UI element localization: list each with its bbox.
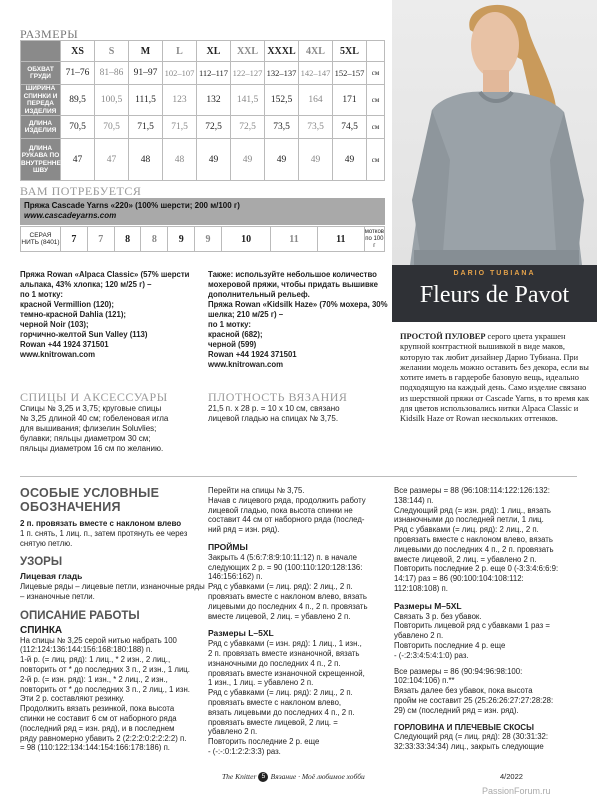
text-line: темно-красной Dahlia (121); [20, 310, 127, 319]
yarn-cascade-url[interactable]: www.cascadeyarns.com [24, 211, 117, 220]
size-cell: 142–147 [299, 62, 333, 85]
text-line: вместе лицевой, 2 лиц. = убавлено 2 п. [208, 611, 351, 621]
skein-cell: 11 [317, 227, 364, 252]
special-desc: 1 п. снять, 1 лиц. п., затем протянуть ее через снятую петлю. [20, 528, 188, 548]
size-cell: 71,5 [129, 116, 163, 139]
size-cell: 49 [265, 139, 299, 181]
text-line: 29) см (последний ряд = изн. ряд). [394, 705, 519, 715]
text-line: Также: используйте небольшое количество [208, 270, 377, 279]
text-line: красной Vermillion (120); [20, 300, 114, 309]
text-line: Все размеры = 86 (90:94:96:98:100: [394, 666, 523, 676]
intro-bold: ПРОСТОЙ ПУЛОВЕР [400, 332, 486, 341]
gauge-text [208, 404, 388, 424]
sizes-table [20, 40, 385, 181]
text-line: составит 44 см от наборного ряда (послед- [208, 515, 365, 525]
model-photo [392, 0, 597, 265]
size-header: XXL [231, 41, 265, 62]
size-row-label: ОБХВАТ ГРУДИ [21, 62, 61, 85]
size-row-label: ШИРИНА СПИНКИ И ПЕРЕДА ИЗДЕЛИЯ [21, 85, 61, 116]
text-line: ряду равномерно убавить 2 (2:2:2:0:2:2:2:2) п. [20, 733, 187, 743]
special-item: 2 п. провязать вместе с наклоном влево [20, 519, 182, 528]
column-2 [208, 486, 388, 757]
size-header: S [95, 41, 129, 62]
text-line: спинки не составит 6 см от наборного ряда [20, 713, 177, 723]
size-header: 5XL [333, 41, 367, 62]
size-cell: 71,5 [163, 116, 197, 139]
text-line: вместе лицевой, 2 лиц. = убавлено 2 п. [394, 554, 537, 564]
text-line: 146:156:162) п. [208, 572, 263, 582]
text-line: убавлено 2 п. [394, 631, 444, 641]
magazine-name: The Knitter [222, 772, 257, 781]
size-cell: 89,5 [61, 85, 95, 116]
size-cell: 73,5 [265, 116, 299, 139]
text-line: Все размеры = 88 (96:108:114:122:126:132: [394, 486, 550, 495]
size-cell: 70,5 [61, 116, 95, 139]
page-number: 5 [258, 772, 268, 782]
skeins-unit: мотков по 100 г [364, 227, 384, 252]
size-header: XXXL [265, 41, 299, 62]
size-cell: 70,5 [95, 116, 129, 139]
yarn-color-label: СЕРАЯ НИТЬ (8401) [21, 227, 61, 252]
size-cell: 72,5 [231, 116, 265, 139]
issue-number: 4/2022 [500, 772, 523, 781]
text-line: (последний ряд = изн. ряд), и в последнем [20, 723, 175, 733]
skein-cell: 10 [221, 227, 270, 252]
size-cell: 48 [163, 139, 197, 181]
text-line: пяльцы диаметром 16 см по желанию. [20, 444, 164, 453]
magazine-tagline: Вязание · Моё любимое хобби [270, 772, 365, 781]
text-line: изнаночными до последних 4 п., 2 п. [208, 658, 341, 668]
text-line: 138:144) п. [394, 495, 434, 505]
text-line: лицевыми до последних 4 п., 2 п. провязать [394, 544, 554, 554]
size-header: XL [197, 41, 231, 62]
size-unit: см [367, 139, 385, 181]
text-line: № 3,25 длиной 40 см; гобеленовая игла [20, 414, 169, 423]
size-cell: 47 [61, 139, 95, 181]
neck-instructions [394, 732, 584, 752]
size-cell: 49 [333, 139, 367, 181]
size-cell: 81–86 [95, 62, 129, 85]
text-line: провязать вместе с наклоном влево, вязать [394, 534, 553, 544]
skein-cell: 7 [61, 227, 88, 252]
text-line: провязать вместе с наклоном влево, вязать [208, 591, 367, 601]
text-line: ний ряд = изн. ряд). [208, 525, 280, 535]
text-line: Ряд с убавками (= изн. ряд): 1 лиц., 1 изн., [208, 639, 362, 649]
text-line: Следующий ряд (= лиц. ряд): 28 (30:31:32: [394, 732, 549, 742]
text-line: Пряжа Rowan «Alpaca Classic» (57% шерсти [20, 270, 190, 279]
size-row-label: ДЛИНА РУКАВА ПО ВНУТРЕННЕМУ ШВУ [21, 139, 61, 181]
text-line: шелка; 210 м/25 г) – [208, 310, 284, 319]
text-line: лицевой гладью на спицах № 3,75. [208, 414, 339, 423]
text-line: 1-й р. (= лиц. ряд): 1 лиц., * 2 изн., 2 лиц., [20, 655, 171, 665]
text-line: (112:124:136:144:156:168:180:188) п. [20, 645, 153, 655]
skeins-table [20, 226, 385, 252]
size-header: L [163, 41, 197, 62]
text-line: мохеровой пряжи, чтобы придать вышивке [208, 280, 378, 289]
pattern-title: Fleurs de Pavot [419, 282, 570, 308]
size-cell: 171 [333, 85, 367, 116]
text-line: Rowan +44 1924 371501 [20, 340, 109, 349]
text-line: Следующий ряд (= изн. ряд): 1 лиц., вязать [394, 505, 551, 515]
hero-banner [392, 265, 597, 322]
size-cell: 141,5 [231, 85, 265, 116]
text-line: черной (599) [208, 340, 257, 349]
text-line: дополнительный рельеф. [208, 290, 310, 299]
neck-title: ГОРЛОВИНА И ПЛЕЧЕВЫЕ СКОСЫ [394, 722, 534, 732]
needles-title: СПИЦЫ И АКСЕССУАРЫ [20, 390, 168, 404]
text-line: 14:17) раз = 86 (90:100:104:108:112: [394, 574, 524, 584]
size-header: 4XL [299, 41, 333, 62]
m5xl-title: Размеры M–5XL [394, 600, 462, 611]
text-line: 2 п. провязать вместе изнаночной, вязать [208, 648, 360, 658]
text-line: Ряд с убавками (= лиц. ряд): 2 лиц., 2 п. [208, 688, 353, 698]
size-cell: 132 [197, 85, 231, 116]
l5xl-title: Размеры L–5XL [208, 628, 274, 639]
text-line: 21,5 п. х 28 р. = 10 х 10 см, связано [208, 404, 340, 413]
text-line: повторить от * до последних 3 п., 2 изн., 1 лиц. [20, 664, 190, 674]
size-corner [21, 41, 61, 62]
size-cell: 111,5 [129, 85, 163, 116]
size-cell: 152,5 [265, 85, 299, 116]
text-line: Спицы № 3,25 и 3,75; круговые спицы [20, 404, 162, 413]
l5xl-instructions [208, 639, 388, 757]
skein-cell: 9 [195, 227, 222, 252]
sizes-title: РАЗМЕРЫ [20, 27, 79, 41]
text-line: провязать вместе изнаночной скрещенной, [208, 668, 365, 678]
text-line: лицевыми до последних 4 п., 2 п. провязать [208, 601, 368, 611]
armhole-instructions [208, 553, 388, 622]
text-line: по 1 мотку: [208, 320, 251, 329]
materials-title: ВАМ ПОТРЕБУЕТСЯ [20, 184, 142, 198]
text-line: красной (682); [208, 330, 263, 339]
text-line: для вышивания; флизелин Soluvlies; [20, 424, 157, 433]
text-line: Перейти на спицы № 3,75. [208, 486, 305, 495]
col3-instructions-a [394, 486, 584, 594]
size-unit-corner [367, 41, 385, 62]
text-line: альпака, 43% хлопка; 120 м/25 г) – [20, 280, 152, 289]
col2-intro [208, 486, 388, 535]
patterns-title: УЗОРЫ [20, 556, 63, 569]
special-title: ОСОБЫЕ УСЛОВНЫЕ ОБОЗНАЧЕНИЯ [20, 486, 160, 514]
text-line: На спицы № 3,25 серой нитью набрать 100 [20, 635, 177, 645]
size-header: M [129, 41, 163, 62]
text-line: Пряжа Rowan «Kidsilk Haze» (70% мохера, 30% [208, 300, 388, 309]
skein-cell: 11 [271, 227, 318, 252]
text-line: 1 изн., 1 лиц. = убавлено 2 п. [208, 678, 314, 688]
size-cell: 49 [299, 139, 333, 181]
text-line: Продолжить вязать резинкой, пока высота [20, 704, 175, 714]
text-line: по 1 мотку: [20, 290, 63, 299]
yarn-cascade-bar [20, 198, 385, 225]
skein-cell: 9 [168, 227, 195, 252]
text-line: Вязать далее без убавок, пока высота [394, 686, 533, 696]
text-line: черной Noir (103); [20, 320, 89, 329]
size-cell: 71–76 [61, 62, 95, 85]
text-line: 102:104:106) п.** [394, 676, 455, 686]
text-line: вязать лицевыми до последних 4 п., 2 п. [208, 707, 355, 717]
text-line: Закрыть 4 (5:6:7:8:9:10:11:12) п. в начале [208, 552, 357, 562]
text-line: булавки; пяльцы диаметром 30 см; [20, 434, 151, 443]
text-line: www.knitrowan.com [20, 350, 96, 359]
text-line: = 98 (110:122:134:144:154:166:178:186) п. [20, 743, 170, 753]
text-line: - (-:-:0:1:2:2:3:3) раз. [208, 746, 281, 756]
footer-magazine [222, 772, 365, 782]
skein-cell: 7 [87, 227, 114, 252]
skein-cell: 8 [114, 227, 141, 252]
text-line: 112:108:108) п. [394, 583, 448, 593]
column-1 [20, 486, 205, 753]
text-line: лицевой гладью, пока высота спинки не [208, 505, 353, 515]
rowan-kidsilk-block [208, 270, 388, 370]
text-line: Связать 3 р. без убавок. [394, 611, 482, 621]
text-line: Эти 2 р. составляют резинку. [20, 694, 125, 704]
size-cell: 72,5 [197, 116, 231, 139]
size-unit: см [367, 62, 385, 85]
text-line: пройм не составит 25 (25:26:26:27:27:28:28: [394, 695, 554, 705]
section-divider [20, 476, 577, 477]
pattern-desc: Лицевые ряды – лицевые петли, изнаночные ряды – изнаночные петли. [20, 582, 205, 601]
text-line: Rowan +44 1924 371501 [208, 350, 297, 359]
text-line: 2-й р. (= изн. ряд): 1 изн., * 2 лиц., 2 изн., [20, 674, 168, 684]
text-line: www.knitrowan.com [208, 360, 284, 369]
size-cell: 47 [95, 139, 129, 181]
text-line: - (-:2:3:4:5:4:1:0) раз. [394, 650, 469, 660]
back-title: СПИНКА [20, 624, 63, 636]
size-row-label: ДЛИНА ИЗДЕЛИЯ [21, 116, 61, 139]
text-line: изнаночными до последней петли, 1 лиц. [394, 515, 544, 525]
size-cell: 91–97 [129, 62, 163, 85]
size-unit: см [367, 85, 385, 116]
text-line: убавлено 2 п. [208, 727, 258, 737]
text-line: повторить от * до последних 3 п., 2 лиц., 1 изн. [20, 684, 190, 694]
text-line: провязать вместе с наклоном влево, [208, 697, 342, 707]
needles-text [20, 404, 205, 454]
text-line: следующих 2 р. = 90 (100:110:120:128:136: [208, 562, 363, 572]
text-line: горчично-желтой Sun Valley (113) [20, 330, 148, 339]
text-line: Начав с лицевого ряда, продолжить работу [208, 495, 366, 505]
size-cell: 132–137 [265, 62, 299, 85]
size-header: XS [61, 41, 95, 62]
rowan-alpaca-block [20, 270, 205, 360]
size-cell: 122–127 [231, 62, 265, 85]
model-illustration [392, 0, 597, 265]
size-cell: 73,5 [299, 116, 333, 139]
m5xl-instructions [394, 612, 584, 716]
size-cell: 123 [163, 85, 197, 116]
gauge-title: ПЛОТНОСТЬ ВЯЗАНИЯ [208, 390, 348, 404]
size-cell: 74,5 [333, 116, 367, 139]
size-cell: 100,5 [95, 85, 129, 116]
skein-cell: 8 [141, 227, 168, 252]
text-line: Ряд с убавками (= лиц. ряд): 2 лиц., 2 п. [394, 525, 539, 535]
text-line: Повторить последние 2 р. еще [208, 737, 320, 747]
size-cell: 102–107 [163, 62, 197, 85]
intro-body: серого цвета украшен крупной контрастной вышивкой в виде маков, которую так любит дизайнер Дарио Тубиана. При желании модель можно оставить без декора, если вы хотите иметь в гардеробе базовую вещь, идеально подходящую на каждый день. Само изделие связано из шерстяной пряжи от Cascade Yarns, в то время как для цветов использовались нитки Alpaca Classic и Kidsilk Haze от Rowan нескольких оттенков. [400, 332, 590, 424]
work-title: ОПИСАНИЕ РАБОТЫ [20, 609, 140, 622]
back-instructions [20, 636, 205, 754]
text-line: Повторить последние 4 р. еще [394, 640, 506, 650]
text-line: провязать вместе лицевой, 2 лиц. = [208, 717, 338, 727]
yarn-cascade-name: Пряжа Cascade Yarns «220» (100% шерсти; 200 м/100 г) [24, 201, 240, 210]
text-line: 32:33:33:34:34) лиц., закрыть следующие [394, 742, 544, 752]
text-line: Повторить лицевой ряд с убавками 1 раз = [394, 621, 550, 631]
designer-name: DARIO TUBIANA [453, 270, 536, 277]
size-cell: 112–117 [197, 62, 231, 85]
text-line: Повторить последние 2 р. еще 0 (-3:3:4:6:6:9: [394, 564, 559, 574]
pattern-name: Лицевая гладь [20, 571, 83, 582]
size-cell: 49 [231, 139, 265, 181]
size-cell: 152–157 [333, 62, 367, 85]
watermark: PassionForum.ru [482, 786, 551, 796]
size-cell: 49 [197, 139, 231, 181]
size-unit: см [367, 116, 385, 139]
column-3 [394, 486, 584, 752]
size-cell: 164 [299, 85, 333, 116]
text-line: Ряд с убавками (= лиц. ряд): 2 лиц., 2 п. [208, 582, 353, 592]
armhole-title: ПРОЙМЫ [208, 541, 248, 552]
size-cell: 48 [129, 139, 163, 181]
intro-text [400, 332, 590, 425]
